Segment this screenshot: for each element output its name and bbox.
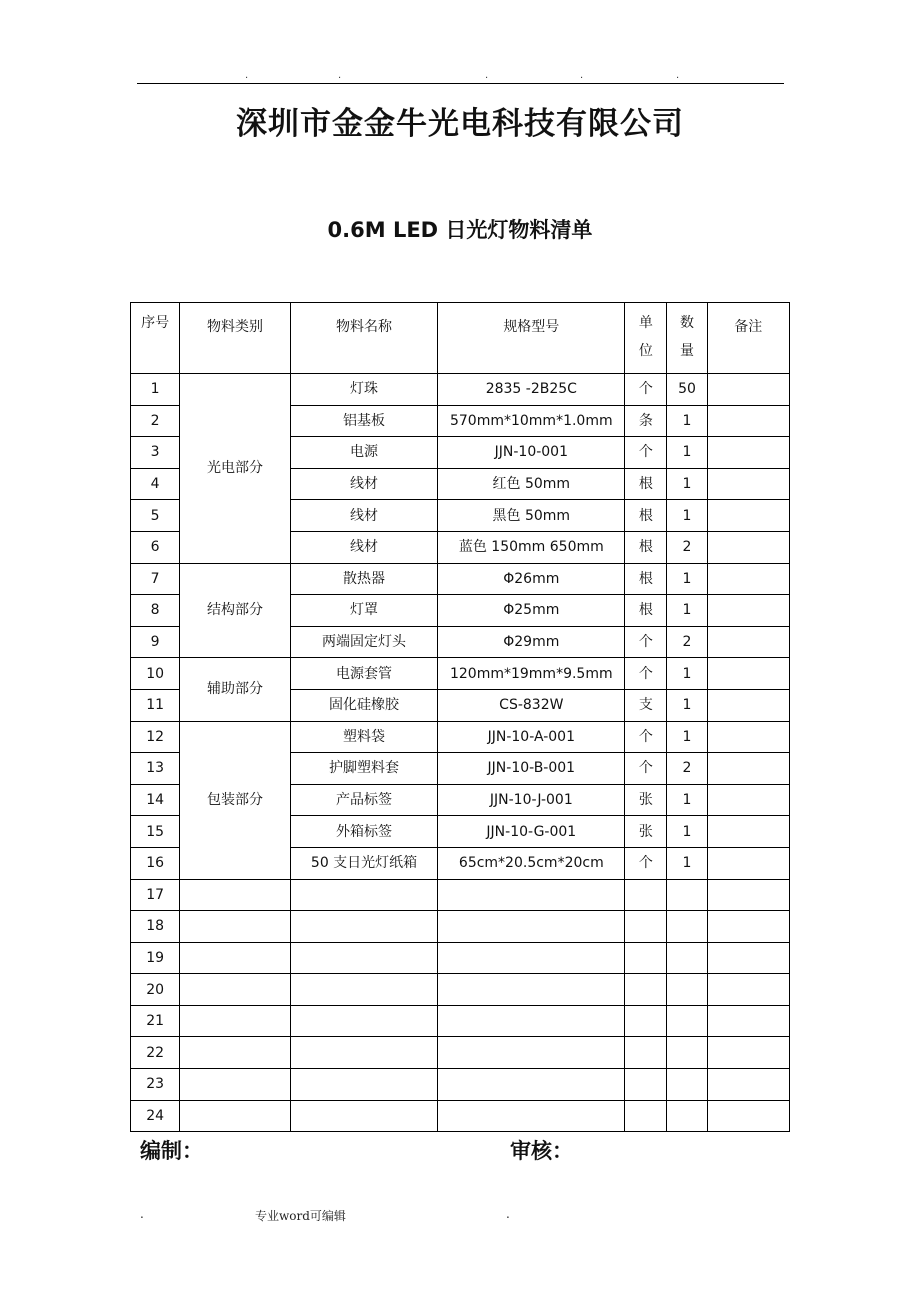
- empty-cell: [625, 1100, 667, 1132]
- table-row-empty: [131, 1005, 790, 1037]
- row-number: 20: [131, 974, 180, 1006]
- unit: 个: [625, 658, 667, 690]
- empty-cell: [625, 879, 667, 911]
- row-number: 14: [131, 784, 180, 816]
- table-row-empty: [131, 974, 790, 1006]
- note: [707, 816, 789, 848]
- unit: 个: [625, 437, 667, 469]
- empty-cell: [180, 1005, 291, 1037]
- empty-cell: [707, 879, 789, 911]
- row-number: 21: [131, 1005, 180, 1037]
- spec-model: 570mm*10mm*1.0mm: [438, 405, 625, 437]
- empty-cell: [625, 1037, 667, 1069]
- material-name: 电源套管: [290, 658, 438, 690]
- note: [707, 753, 789, 785]
- spec-model: JJN-10-A-001: [438, 721, 625, 753]
- note: [707, 626, 789, 658]
- material-name: 散热器: [290, 563, 438, 595]
- header-dot: .: [676, 70, 680, 81]
- header-dot: .: [580, 70, 584, 81]
- row-number: 22: [131, 1037, 180, 1069]
- empty-cell: [180, 911, 291, 943]
- row-number: 11: [131, 689, 180, 721]
- unit: 根: [625, 500, 667, 532]
- material-name: 铝基板: [290, 405, 438, 437]
- note: [707, 563, 789, 595]
- material-name: 固化硅橡胶: [290, 689, 438, 721]
- header-note: 备注: [707, 303, 789, 374]
- empty-cell: [290, 1100, 438, 1132]
- quantity: 1: [667, 563, 707, 595]
- material-name: 产品标签: [290, 784, 438, 816]
- row-number: 4: [131, 468, 180, 500]
- note: [707, 721, 789, 753]
- row-number: 15: [131, 816, 180, 848]
- empty-cell: [625, 911, 667, 943]
- row-number: 23: [131, 1069, 180, 1101]
- table-row-empty: [131, 911, 790, 943]
- quantity: 1: [667, 847, 707, 879]
- quantity: 1: [667, 595, 707, 627]
- empty-cell: [707, 1069, 789, 1101]
- table-row: [131, 721, 790, 753]
- empty-cell: [438, 1037, 625, 1069]
- header-dot: .: [485, 70, 489, 81]
- spec-model: Φ29mm: [438, 626, 625, 658]
- quantity: 1: [667, 816, 707, 848]
- empty-cell: [180, 1100, 291, 1132]
- footer-dot-left: .: [140, 1207, 144, 1221]
- note: [707, 500, 789, 532]
- unit: 根: [625, 468, 667, 500]
- spec-model: JJN-10-G-001: [438, 816, 625, 848]
- empty-cell: [667, 942, 707, 974]
- empty-cell: [438, 1069, 625, 1101]
- quantity: 1: [667, 721, 707, 753]
- row-number: 5: [131, 500, 180, 532]
- empty-cell: [625, 1069, 667, 1101]
- unit: 个: [625, 847, 667, 879]
- spec-model: JJN-10-001: [438, 437, 625, 469]
- empty-cell: [438, 942, 625, 974]
- row-number: 3: [131, 437, 180, 469]
- spec-model: 黑色 50mm: [438, 500, 625, 532]
- note: [707, 847, 789, 879]
- table-row-empty: [131, 1069, 790, 1101]
- unit: 条: [625, 405, 667, 437]
- spec-model: CS-832W: [438, 689, 625, 721]
- quantity: 2: [667, 626, 707, 658]
- row-number: 7: [131, 563, 180, 595]
- row-number: 2: [131, 405, 180, 437]
- reviewed-by-label: 审核：: [510, 1139, 573, 1163]
- empty-cell: [707, 1100, 789, 1132]
- table-row-empty: [131, 1037, 790, 1069]
- unit: 个: [625, 721, 667, 753]
- header-category: 物料类别: [180, 303, 291, 374]
- empty-cell: [180, 1037, 291, 1069]
- row-number: 13: [131, 753, 180, 785]
- empty-cell: [290, 911, 438, 943]
- material-name: 线材: [290, 468, 438, 500]
- row-number: 9: [131, 626, 180, 658]
- bom-table: [130, 302, 790, 1132]
- note: [707, 405, 789, 437]
- empty-cell: [667, 1100, 707, 1132]
- empty-cell: [290, 879, 438, 911]
- category-cell: 辅助部分: [180, 658, 291, 721]
- unit: 个: [625, 374, 667, 406]
- empty-cell: [438, 1100, 625, 1132]
- category-cell: 光电部分: [180, 374, 291, 564]
- category-cell: 结构部分: [180, 563, 291, 658]
- quantity: 2: [667, 753, 707, 785]
- row-number: 6: [131, 531, 180, 563]
- table-row-empty: [131, 942, 790, 974]
- header-name: 物料名称: [290, 303, 438, 374]
- empty-cell: [667, 1069, 707, 1101]
- note: [707, 784, 789, 816]
- empty-cell: [290, 1005, 438, 1037]
- empty-cell: [625, 942, 667, 974]
- empty-cell: [707, 911, 789, 943]
- spec-model: 蓝色 150mm 650mm: [438, 531, 625, 563]
- empty-cell: [667, 879, 707, 911]
- table-row-empty: [131, 1100, 790, 1132]
- empty-cell: [180, 1069, 291, 1101]
- spec-model: JJN-10-B-001: [438, 753, 625, 785]
- empty-cell: [707, 974, 789, 1006]
- header-unit: 单位: [625, 303, 667, 374]
- empty-cell: [707, 1005, 789, 1037]
- empty-cell: [667, 911, 707, 943]
- empty-cell: [625, 1005, 667, 1037]
- empty-cell: [290, 974, 438, 1006]
- footer-text: 专业word可编辑: [255, 1209, 346, 1223]
- quantity: 1: [667, 658, 707, 690]
- note: [707, 374, 789, 406]
- note: [707, 531, 789, 563]
- header-no: 序号: [131, 303, 180, 374]
- quantity: 50: [667, 374, 707, 406]
- empty-cell: [438, 974, 625, 1006]
- row-number: 17: [131, 879, 180, 911]
- unit: 支: [625, 689, 667, 721]
- material-name: 塑料袋: [290, 721, 438, 753]
- note: [707, 658, 789, 690]
- material-name: 两端固定灯头: [290, 626, 438, 658]
- empty-cell: [290, 942, 438, 974]
- unit: 个: [625, 626, 667, 658]
- header-qty: 数量: [667, 303, 707, 374]
- material-name: 线材: [290, 531, 438, 563]
- note: [707, 437, 789, 469]
- material-name: 护脚塑料套: [290, 753, 438, 785]
- row-number: 24: [131, 1100, 180, 1132]
- unit: 根: [625, 595, 667, 627]
- empty-cell: [667, 1005, 707, 1037]
- empty-cell: [180, 879, 291, 911]
- spec-model: Φ26mm: [438, 563, 625, 595]
- table-row: [131, 658, 790, 690]
- spec-model: JJN-10-J-001: [438, 784, 625, 816]
- spec-model: 红色 50mm: [438, 468, 625, 500]
- row-number: 12: [131, 721, 180, 753]
- quantity: 1: [667, 405, 707, 437]
- header-dot: .: [245, 70, 249, 81]
- material-name: 外箱标签: [290, 816, 438, 848]
- empty-cell: [180, 942, 291, 974]
- empty-cell: [707, 942, 789, 974]
- row-number: 16: [131, 847, 180, 879]
- empty-cell: [290, 1037, 438, 1069]
- empty-cell: [438, 879, 625, 911]
- material-name: 灯珠: [290, 374, 438, 406]
- document-title: 0.6M LED 日光灯物料清单: [327, 218, 593, 242]
- empty-cell: [290, 1069, 438, 1101]
- empty-cell: [667, 1037, 707, 1069]
- table-row: [131, 374, 790, 406]
- material-name: 电源: [290, 437, 438, 469]
- company-name: 深圳市金金牛光电科技有限公司: [236, 106, 684, 142]
- table-row-empty: [131, 879, 790, 911]
- row-number: 18: [131, 911, 180, 943]
- unit: 根: [625, 531, 667, 563]
- empty-cell: [438, 911, 625, 943]
- header-rule: [137, 83, 784, 84]
- empty-cell: [667, 974, 707, 1006]
- spec-model: 2835 -2B25C: [438, 374, 625, 406]
- quantity: 1: [667, 468, 707, 500]
- unit: 张: [625, 784, 667, 816]
- table-header-row: [131, 303, 790, 374]
- spec-model: 120mm*19mm*9.5mm: [438, 658, 625, 690]
- quantity: 1: [667, 437, 707, 469]
- spec-model: 65cm*20.5cm*20cm: [438, 847, 625, 879]
- material-name: 50 支日光灯纸箱: [290, 847, 438, 879]
- note: [707, 595, 789, 627]
- unit: 个: [625, 753, 667, 785]
- row-number: 8: [131, 595, 180, 627]
- quantity: 2: [667, 531, 707, 563]
- material-name: 线材: [290, 500, 438, 532]
- empty-cell: [625, 974, 667, 1006]
- table-row: [131, 563, 790, 595]
- empty-cell: [180, 974, 291, 1006]
- row-number: 1: [131, 374, 180, 406]
- row-number: 19: [131, 942, 180, 974]
- quantity: 1: [667, 689, 707, 721]
- material-name: 灯罩: [290, 595, 438, 627]
- header-dot: .: [338, 70, 342, 81]
- category-cell: 包装部分: [180, 721, 291, 879]
- row-number: 10: [131, 658, 180, 690]
- quantity: 1: [667, 784, 707, 816]
- quantity: 1: [667, 500, 707, 532]
- unit: 根: [625, 563, 667, 595]
- note: [707, 689, 789, 721]
- prepared-by-label: 编制：: [140, 1139, 203, 1163]
- footer-dot-right: .: [506, 1207, 510, 1221]
- note: [707, 468, 789, 500]
- empty-cell: [438, 1005, 625, 1037]
- empty-cell: [707, 1037, 789, 1069]
- unit: 张: [625, 816, 667, 848]
- header-spec: 规格型号: [438, 303, 625, 374]
- spec-model: Φ25mm: [438, 595, 625, 627]
